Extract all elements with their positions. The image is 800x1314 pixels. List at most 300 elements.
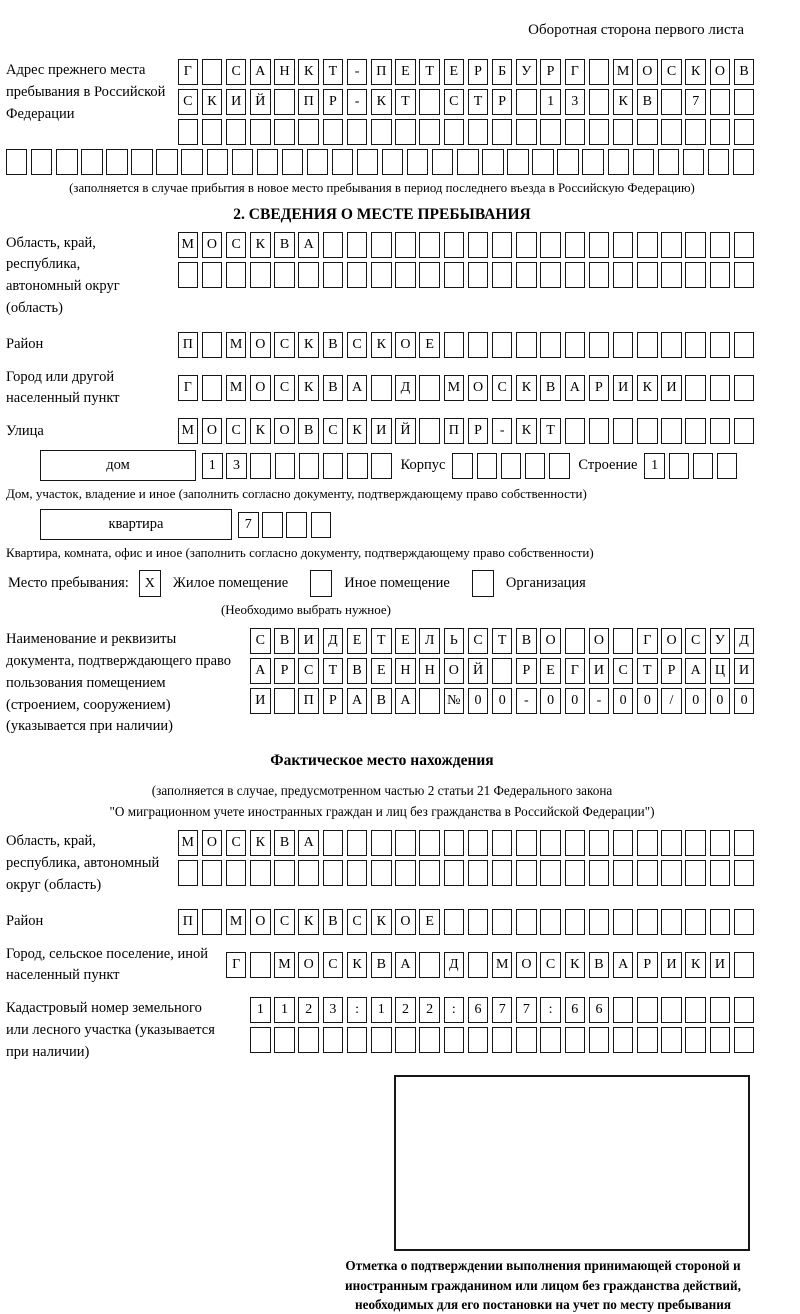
char-cell[interactable]	[613, 232, 634, 258]
char-cell[interactable]	[734, 1027, 755, 1053]
char-cell[interactable]	[382, 149, 403, 175]
char-cell[interactable]	[685, 232, 706, 258]
char-cell[interactable]: :	[540, 997, 561, 1023]
char-cell[interactable]	[492, 332, 513, 358]
char-cell[interactable]	[637, 997, 658, 1023]
char-cell[interactable]	[274, 1027, 295, 1053]
char-cell[interactable]: 0	[734, 688, 755, 714]
char-cell[interactable]	[395, 1027, 416, 1053]
char-cell[interactable]	[131, 149, 152, 175]
char-cell[interactable]	[106, 149, 127, 175]
char-cell[interactable]: М	[492, 952, 513, 978]
char-cell[interactable]	[565, 909, 586, 935]
char-cell[interactable]: П	[298, 89, 319, 115]
char-cell[interactable]: Т	[323, 59, 344, 85]
char-cell[interactable]	[395, 262, 416, 288]
char-cell[interactable]	[734, 997, 755, 1023]
char-cell[interactable]: О	[589, 628, 610, 654]
char-cell[interactable]	[733, 149, 754, 175]
char-cell[interactable]: В	[371, 688, 392, 714]
char-cell[interactable]: М	[178, 418, 199, 444]
char-cell[interactable]	[710, 997, 731, 1023]
char-cell[interactable]	[532, 149, 553, 175]
char-cell[interactable]: 0	[613, 688, 634, 714]
char-cell[interactable]: С	[323, 418, 344, 444]
char-cell[interactable]	[582, 149, 603, 175]
char-cell[interactable]: Д	[444, 952, 465, 978]
char-cell[interactable]	[613, 418, 634, 444]
char-cell[interactable]	[202, 262, 223, 288]
char-cell[interactable]	[492, 232, 513, 258]
char-cell[interactable]: Г	[226, 952, 247, 978]
char-cell[interactable]: И	[250, 688, 271, 714]
char-cell[interactable]: Г	[178, 59, 199, 85]
char-cell[interactable]	[492, 262, 513, 288]
char-cell[interactable]: С	[274, 332, 295, 358]
char-cell[interactable]	[432, 149, 453, 175]
char-cell[interactable]	[371, 453, 392, 479]
char-cell[interactable]	[734, 332, 755, 358]
char-cell[interactable]	[710, 332, 731, 358]
char-cell[interactable]: К	[371, 332, 392, 358]
char-cell[interactable]	[419, 1027, 440, 1053]
char-cell[interactable]	[419, 262, 440, 288]
char-cell[interactable]: О	[540, 628, 561, 654]
char-cell[interactable]	[565, 262, 586, 288]
char-cell[interactable]: М	[274, 952, 295, 978]
char-cell[interactable]: С	[298, 658, 319, 684]
char-cell[interactable]: Г	[565, 59, 586, 85]
char-cell[interactable]	[468, 1027, 489, 1053]
char-cell[interactable]: 0	[685, 688, 706, 714]
char-cell[interactable]	[683, 149, 704, 175]
char-cell[interactable]	[589, 830, 610, 856]
char-cell[interactable]	[637, 1027, 658, 1053]
char-cell[interactable]	[250, 1027, 271, 1053]
char-cell[interactable]	[347, 119, 368, 145]
char-cell[interactable]: М	[178, 830, 199, 856]
char-cell[interactable]	[419, 375, 440, 401]
char-cell[interactable]	[444, 830, 465, 856]
char-cell[interactable]: А	[298, 830, 319, 856]
char-cell[interactable]	[250, 952, 271, 978]
char-cell[interactable]	[637, 119, 658, 145]
char-cell[interactable]	[669, 453, 690, 479]
char-cell[interactable]: С	[492, 375, 513, 401]
char-cell[interactable]	[371, 830, 392, 856]
char-cell[interactable]	[710, 375, 731, 401]
char-cell[interactable]	[444, 119, 465, 145]
char-cell[interactable]	[298, 119, 319, 145]
char-cell[interactable]: 6	[565, 997, 586, 1023]
char-cell[interactable]	[540, 1027, 561, 1053]
char-cell[interactable]	[658, 149, 679, 175]
char-cell[interactable]	[685, 860, 706, 886]
char-cell[interactable]: Р	[323, 688, 344, 714]
char-cell[interactable]: И	[226, 89, 247, 115]
char-cell[interactable]: О	[250, 375, 271, 401]
char-cell[interactable]: М	[226, 375, 247, 401]
char-cell[interactable]	[371, 1027, 392, 1053]
char-cell[interactable]	[710, 262, 731, 288]
char-cell[interactable]	[395, 119, 416, 145]
char-cell[interactable]	[613, 119, 634, 145]
char-cell[interactable]	[419, 688, 440, 714]
char-cell[interactable]: У	[516, 59, 537, 85]
char-cell[interactable]	[298, 1027, 319, 1053]
char-cell[interactable]: С	[540, 952, 561, 978]
char-cell[interactable]: -	[492, 418, 513, 444]
char-cell[interactable]: К	[371, 909, 392, 935]
char-cell[interactable]: А	[347, 688, 368, 714]
char-cell[interactable]	[407, 149, 428, 175]
char-cell[interactable]	[710, 119, 731, 145]
char-cell[interactable]	[661, 830, 682, 856]
char-cell[interactable]	[298, 860, 319, 886]
char-cell[interactable]: Г	[178, 375, 199, 401]
char-cell[interactable]	[613, 860, 634, 886]
char-cell[interactable]	[501, 453, 522, 479]
char-cell[interactable]	[661, 89, 682, 115]
char-cell[interactable]: А	[613, 952, 634, 978]
char-cell[interactable]	[371, 119, 392, 145]
checkbox-residential[interactable]: X	[139, 570, 161, 597]
char-cell[interactable]	[693, 453, 714, 479]
char-cell[interactable]	[734, 418, 755, 444]
char-cell[interactable]: М	[613, 59, 634, 85]
char-cell[interactable]	[734, 952, 755, 978]
char-cell[interactable]	[516, 262, 537, 288]
char-cell[interactable]: О	[395, 332, 416, 358]
char-cell[interactable]: 1	[371, 997, 392, 1023]
char-cell[interactable]	[589, 1027, 610, 1053]
char-cell[interactable]	[516, 332, 537, 358]
char-cell[interactable]	[589, 232, 610, 258]
char-cell[interactable]: П	[178, 909, 199, 935]
char-cell[interactable]: 2	[419, 997, 440, 1023]
char-cell[interactable]: С	[274, 375, 295, 401]
char-cell[interactable]: -	[347, 59, 368, 85]
char-cell[interactable]: И	[589, 658, 610, 684]
char-cell[interactable]	[274, 119, 295, 145]
char-cell[interactable]: С	[274, 909, 295, 935]
char-cell[interactable]	[262, 512, 283, 538]
char-cell[interactable]	[540, 830, 561, 856]
char-cell[interactable]: И	[661, 375, 682, 401]
char-cell[interactable]	[613, 332, 634, 358]
char-cell[interactable]: В	[637, 89, 658, 115]
char-cell[interactable]	[468, 332, 489, 358]
char-cell[interactable]	[613, 997, 634, 1023]
char-cell[interactable]: И	[298, 628, 319, 654]
char-cell[interactable]	[633, 149, 654, 175]
char-cell[interactable]: Т	[637, 658, 658, 684]
char-cell[interactable]	[202, 332, 223, 358]
char-cell[interactable]: Е	[419, 332, 440, 358]
char-cell[interactable]: К	[685, 59, 706, 85]
char-cell[interactable]	[516, 89, 537, 115]
char-cell[interactable]: 0	[492, 688, 513, 714]
char-cell[interactable]	[565, 830, 586, 856]
char-cell[interactable]: М	[444, 375, 465, 401]
char-cell[interactable]: Р	[661, 658, 682, 684]
char-cell[interactable]: Е	[395, 628, 416, 654]
char-cell[interactable]: С	[226, 418, 247, 444]
char-cell[interactable]: Е	[444, 59, 465, 85]
char-cell[interactable]: -	[516, 688, 537, 714]
char-cell[interactable]	[565, 232, 586, 258]
char-cell[interactable]	[710, 232, 731, 258]
char-cell[interactable]: О	[250, 332, 271, 358]
char-cell[interactable]: Р	[323, 89, 344, 115]
char-cell[interactable]	[347, 830, 368, 856]
char-cell[interactable]: Т	[323, 658, 344, 684]
char-cell[interactable]: К	[347, 418, 368, 444]
char-cell[interactable]	[286, 512, 307, 538]
char-cell[interactable]: О	[661, 628, 682, 654]
char-cell[interactable]	[661, 860, 682, 886]
char-cell[interactable]	[540, 119, 561, 145]
char-cell[interactable]: Т	[492, 628, 513, 654]
char-cell[interactable]	[685, 332, 706, 358]
char-cell[interactable]	[734, 860, 755, 886]
char-cell[interactable]	[468, 119, 489, 145]
char-cell[interactable]: 7	[516, 997, 537, 1023]
char-cell[interactable]: К	[250, 830, 271, 856]
char-cell[interactable]: О	[202, 418, 223, 444]
char-cell[interactable]: О	[250, 909, 271, 935]
char-cell[interactable]	[589, 119, 610, 145]
char-cell[interactable]	[613, 628, 634, 654]
char-cell[interactable]	[710, 909, 731, 935]
char-cell[interactable]	[323, 830, 344, 856]
char-cell[interactable]	[444, 1027, 465, 1053]
char-cell[interactable]	[419, 89, 440, 115]
char-cell[interactable]	[202, 860, 223, 886]
char-cell[interactable]	[202, 119, 223, 145]
char-cell[interactable]	[323, 860, 344, 886]
char-cell[interactable]	[419, 830, 440, 856]
char-cell[interactable]: Т	[371, 628, 392, 654]
char-cell[interactable]	[181, 149, 202, 175]
char-cell[interactable]	[557, 149, 578, 175]
char-cell[interactable]: Р	[516, 658, 537, 684]
char-cell[interactable]	[540, 262, 561, 288]
char-cell[interactable]	[708, 149, 729, 175]
char-cell[interactable]	[734, 89, 755, 115]
char-cell[interactable]: В	[540, 375, 561, 401]
char-cell[interactable]	[540, 909, 561, 935]
char-cell[interactable]: Б	[492, 59, 513, 85]
char-cell[interactable]	[589, 59, 610, 85]
char-cell[interactable]: 0	[710, 688, 731, 714]
char-cell[interactable]: И	[710, 952, 731, 978]
char-cell[interactable]	[637, 332, 658, 358]
char-cell[interactable]: И	[371, 418, 392, 444]
char-cell[interactable]	[178, 262, 199, 288]
char-cell[interactable]: П	[444, 418, 465, 444]
char-cell[interactable]: О	[395, 909, 416, 935]
char-cell[interactable]	[565, 860, 586, 886]
char-cell[interactable]: В	[734, 59, 755, 85]
char-cell[interactable]: Й	[468, 658, 489, 684]
char-cell[interactable]	[298, 262, 319, 288]
char-cell[interactable]: С	[347, 909, 368, 935]
char-cell[interactable]	[685, 909, 706, 935]
char-cell[interactable]	[444, 232, 465, 258]
char-cell[interactable]	[637, 418, 658, 444]
char-cell[interactable]	[540, 232, 561, 258]
char-cell[interactable]	[226, 860, 247, 886]
char-cell[interactable]: Н	[395, 658, 416, 684]
char-cell[interactable]: 1	[644, 453, 665, 479]
char-cell[interactable]	[507, 149, 528, 175]
char-cell[interactable]	[540, 860, 561, 886]
char-cell[interactable]	[452, 453, 473, 479]
char-cell[interactable]	[323, 119, 344, 145]
char-cell[interactable]	[202, 59, 223, 85]
char-cell[interactable]: Р	[589, 375, 610, 401]
char-cell[interactable]	[81, 149, 102, 175]
char-cell[interactable]	[156, 149, 177, 175]
char-cell[interactable]: С	[226, 59, 247, 85]
char-cell[interactable]	[468, 952, 489, 978]
char-cell[interactable]	[734, 262, 755, 288]
char-cell[interactable]	[444, 909, 465, 935]
char-cell[interactable]: П	[371, 59, 392, 85]
char-cell[interactable]	[637, 262, 658, 288]
char-cell[interactable]	[250, 119, 271, 145]
char-cell[interactable]	[734, 830, 755, 856]
char-cell[interactable]	[710, 1027, 731, 1053]
char-cell[interactable]	[661, 232, 682, 258]
char-cell[interactable]: В	[274, 830, 295, 856]
char-cell[interactable]	[613, 262, 634, 288]
char-cell[interactable]	[202, 909, 223, 935]
char-cell[interactable]	[734, 909, 755, 935]
char-cell[interactable]: К	[371, 89, 392, 115]
char-cell[interactable]	[661, 909, 682, 935]
char-cell[interactable]: В	[589, 952, 610, 978]
char-cell[interactable]: К	[516, 418, 537, 444]
char-cell[interactable]: К	[298, 909, 319, 935]
char-cell[interactable]: С	[226, 830, 247, 856]
char-cell[interactable]	[274, 688, 295, 714]
char-cell[interactable]	[332, 149, 353, 175]
char-cell[interactable]	[685, 1027, 706, 1053]
char-cell[interactable]	[444, 262, 465, 288]
char-cell[interactable]	[347, 860, 368, 886]
char-cell[interactable]: К	[347, 952, 368, 978]
char-cell[interactable]: Р	[637, 952, 658, 978]
char-cell[interactable]	[685, 997, 706, 1023]
char-cell[interactable]: К	[250, 232, 271, 258]
char-cell[interactable]: И	[613, 375, 634, 401]
char-cell[interactable]: 0	[540, 688, 561, 714]
char-cell[interactable]: Г	[565, 658, 586, 684]
char-cell[interactable]: С	[347, 332, 368, 358]
char-cell[interactable]: К	[613, 89, 634, 115]
char-cell[interactable]: В	[347, 658, 368, 684]
char-cell[interactable]: О	[516, 952, 537, 978]
char-cell[interactable]	[589, 860, 610, 886]
char-cell[interactable]	[477, 453, 498, 479]
char-cell[interactable]: С	[685, 628, 706, 654]
char-cell[interactable]	[492, 909, 513, 935]
char-cell[interactable]	[226, 119, 247, 145]
char-cell[interactable]: 0	[565, 688, 586, 714]
char-cell[interactable]	[685, 119, 706, 145]
char-cell[interactable]	[492, 658, 513, 684]
char-cell[interactable]: Е	[347, 628, 368, 654]
char-cell[interactable]: И	[734, 658, 755, 684]
char-cell[interactable]: Д	[323, 628, 344, 654]
char-cell[interactable]: В	[274, 628, 295, 654]
char-cell[interactable]	[661, 119, 682, 145]
char-cell[interactable]	[371, 860, 392, 886]
char-cell[interactable]	[661, 997, 682, 1023]
char-cell[interactable]	[589, 89, 610, 115]
char-cell[interactable]: Л	[419, 628, 440, 654]
char-cell[interactable]	[613, 830, 634, 856]
char-cell[interactable]	[178, 860, 199, 886]
char-cell[interactable]: А	[395, 688, 416, 714]
char-cell[interactable]: 6	[589, 997, 610, 1023]
char-cell[interactable]	[565, 119, 586, 145]
char-cell[interactable]: К	[685, 952, 706, 978]
char-cell[interactable]	[482, 149, 503, 175]
char-cell[interactable]	[492, 830, 513, 856]
char-cell[interactable]: С	[444, 89, 465, 115]
char-cell[interactable]: -	[589, 688, 610, 714]
char-cell[interactable]: Р	[274, 658, 295, 684]
char-cell[interactable]: 0	[468, 688, 489, 714]
char-cell[interactable]: №	[444, 688, 465, 714]
char-cell[interactable]: Н	[274, 59, 295, 85]
char-cell[interactable]	[734, 232, 755, 258]
char-cell[interactable]: В	[323, 909, 344, 935]
char-cell[interactable]	[347, 232, 368, 258]
char-cell[interactable]	[492, 860, 513, 886]
char-cell[interactable]	[637, 232, 658, 258]
char-cell[interactable]	[419, 119, 440, 145]
char-cell[interactable]	[565, 418, 586, 444]
char-cell[interactable]	[637, 830, 658, 856]
char-cell[interactable]	[323, 1027, 344, 1053]
char-cell[interactable]: 3	[565, 89, 586, 115]
char-cell[interactable]	[257, 149, 278, 175]
char-cell[interactable]: К	[516, 375, 537, 401]
char-cell[interactable]	[661, 332, 682, 358]
char-cell[interactable]: В	[323, 332, 344, 358]
char-cell[interactable]	[282, 149, 303, 175]
char-cell[interactable]	[468, 830, 489, 856]
char-cell[interactable]: О	[468, 375, 489, 401]
char-cell[interactable]: А	[347, 375, 368, 401]
char-cell[interactable]: Е	[395, 59, 416, 85]
char-cell[interactable]	[347, 1027, 368, 1053]
char-cell[interactable]: 3	[226, 453, 247, 479]
char-cell[interactable]	[357, 149, 378, 175]
char-cell[interactable]	[589, 332, 610, 358]
char-cell[interactable]: П	[298, 688, 319, 714]
char-cell[interactable]: М	[226, 332, 247, 358]
char-cell[interactable]: С	[661, 59, 682, 85]
char-cell[interactable]	[468, 860, 489, 886]
char-cell[interactable]: О	[710, 59, 731, 85]
char-cell[interactable]: 7	[685, 89, 706, 115]
char-cell[interactable]: Е	[419, 909, 440, 935]
